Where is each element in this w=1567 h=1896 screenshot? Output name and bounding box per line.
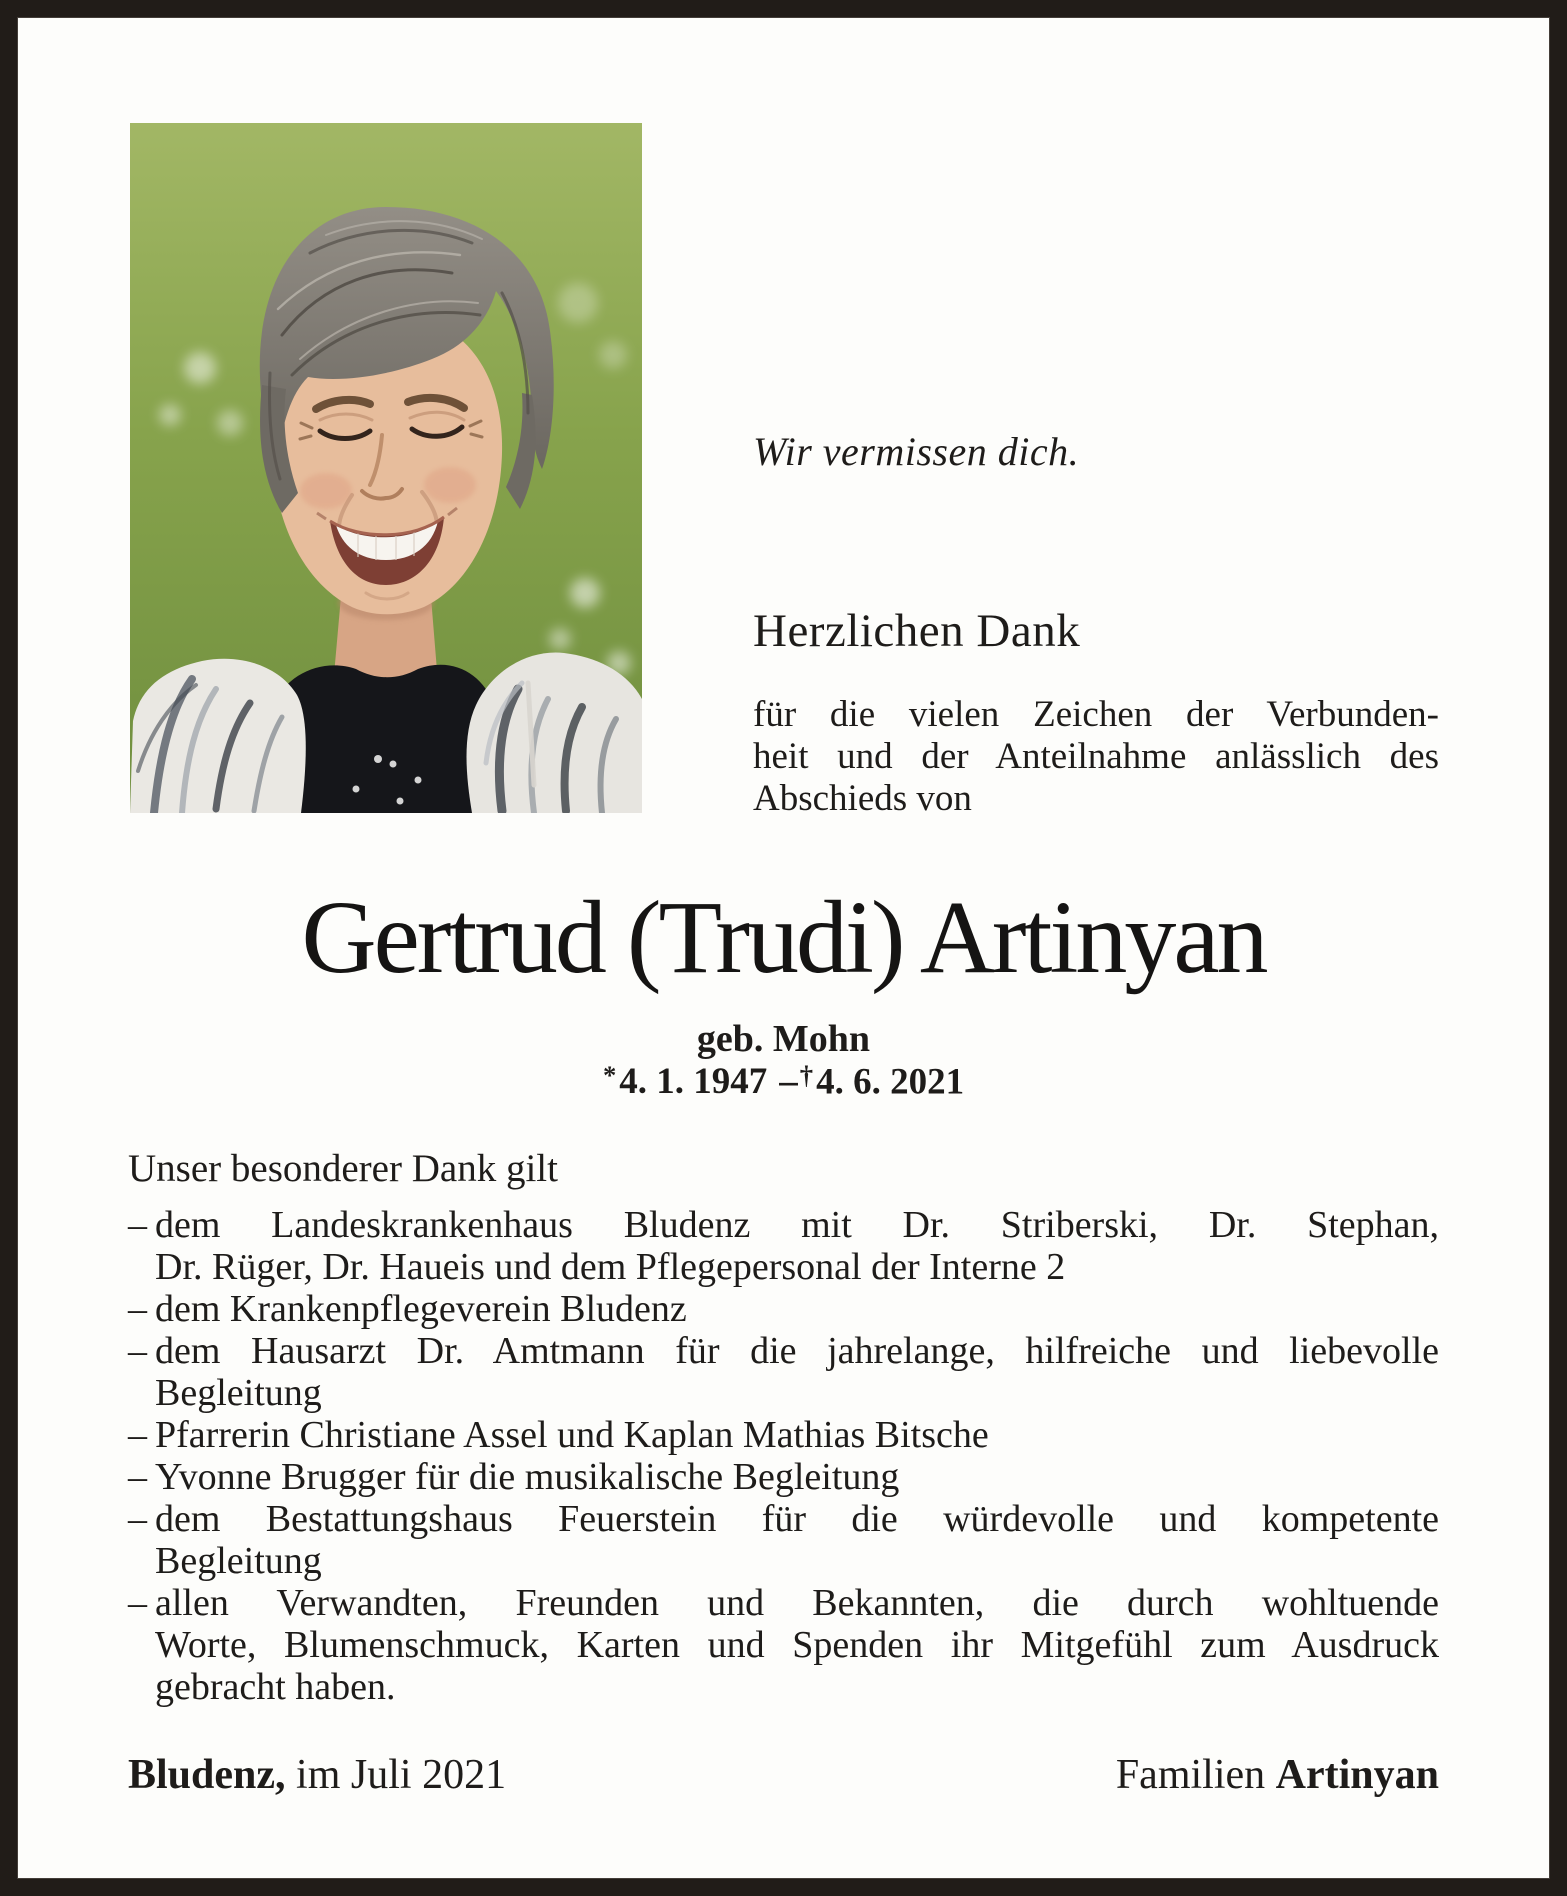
thanks-line: dem Landeskrankenhaus Bludenz mit Dr. Striberski, Dr. Stephan, [155, 1204, 1439, 1246]
thanks-line: dem Bestattungshaus Feuerstein für die würdevolle und kompetente [155, 1498, 1439, 1540]
intro-line: für die vielen Zeichen der Verbunden- [753, 694, 1439, 735]
thanks-list [128, 1204, 1439, 1708]
thanks-line: Begleitung [155, 1540, 322, 1582]
list-dash: – [128, 1414, 147, 1456]
place: Bludenz, [128, 1752, 286, 1798]
date-text: im Juli 2021 [296, 1752, 507, 1798]
thanks-item-lines [155, 1414, 1439, 1456]
intro-line: heit und der Anteilnahme anlässlich des [753, 736, 1439, 777]
list-dash: – [128, 1456, 147, 1498]
cheek-left [300, 473, 352, 509]
cheek-right [424, 467, 476, 503]
list-dash: – [128, 1330, 147, 1372]
thanks-heading: Herzlichen Dank [753, 605, 1081, 657]
thanks-item-lines [155, 1498, 1439, 1582]
obituary-sheet [18, 18, 1549, 1878]
portrait-photo [130, 123, 642, 813]
maiden-name: geb. Mohn [696, 1018, 871, 1060]
signature-family: Artinyan [1275, 1752, 1439, 1798]
thanks-line: gebracht haben. [155, 1666, 396, 1708]
thanks-item [128, 1498, 1439, 1582]
list-dash: – [128, 1498, 147, 1540]
footer-row [128, 1751, 1439, 1799]
birth-symbol: * [602, 1060, 617, 1090]
intro-paragraph [753, 694, 1439, 820]
death-symbol: † [799, 1060, 814, 1090]
list-dash: – [128, 1288, 147, 1330]
farewell-quote: Wir vermissen dich. [753, 429, 1080, 474]
list-dash: – [128, 1204, 147, 1246]
date-separator: – [779, 1061, 798, 1103]
list-dash: – [128, 1582, 147, 1624]
thanks-item [128, 1582, 1439, 1708]
thanks-item [128, 1414, 1439, 1456]
thanks-item-lines [155, 1582, 1439, 1708]
thanks-line: Worte, Blumenschmuck, Karten und Spenden ihr Mitgefühl zum Ausdruck [155, 1624, 1439, 1666]
thanks-line: Yvonne Brugger für die musikalische Begleitung [155, 1456, 900, 1498]
intro-line: Abschieds von [753, 778, 972, 819]
thanks-item [128, 1456, 1439, 1498]
signature-prefix: Familien [1115, 1752, 1266, 1798]
portrait-photo-art [130, 123, 642, 813]
deceased-name: Gertrud (Trudi) Artinyan [301, 880, 1266, 995]
thanks-item [128, 1330, 1439, 1414]
thanks-item-lines [155, 1330, 1439, 1414]
thanks-line: Pfarrerin Christiane Assel und Kaplan Mathias Bitsche [155, 1414, 989, 1456]
thanks-line: dem Krankenpflegeverein Bludenz [155, 1288, 687, 1330]
thanks-item-lines [155, 1288, 1439, 1330]
thanks-intro: Unser besonderer Dank gilt [128, 1147, 558, 1190]
thanks-line: Dr. Rüger, Dr. Haueis und dem Pflegepersonal der Interne 2 [155, 1246, 1066, 1288]
thanks-item-lines [155, 1456, 1439, 1498]
birth-date: 4. 1. 1947 [619, 1061, 768, 1103]
thanks-item [128, 1288, 1439, 1330]
death-date: 4. 6. 2021 [816, 1061, 965, 1103]
thanks-line: allen Verwandten, Freunden und Bekannten, die durch wohltuende [155, 1582, 1439, 1624]
thanks-line: Begleitung [155, 1372, 322, 1414]
thanks-item-lines [155, 1204, 1439, 1288]
signature [1116, 1751, 1439, 1799]
thanks-line: dem Hausarzt Dr. Amtmann für die jahrelange, hilfreiche und liebevolle [155, 1330, 1439, 1372]
thanks-item [128, 1204, 1439, 1288]
jacket-left [130, 659, 306, 813]
place-and-date [128, 1751, 506, 1799]
life-dates [18, 1060, 1549, 1103]
